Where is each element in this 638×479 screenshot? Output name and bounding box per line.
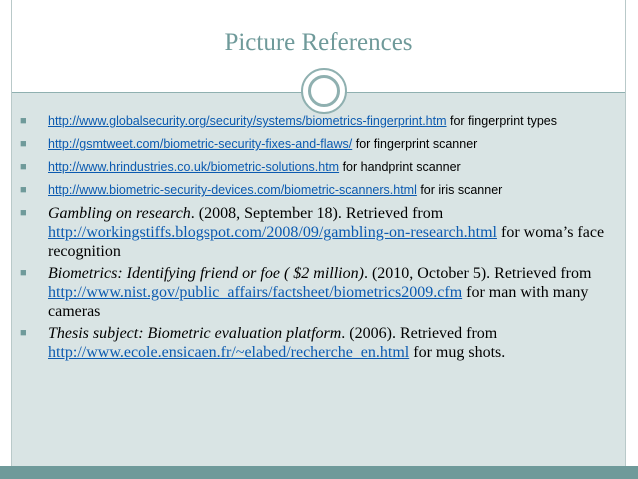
reference-item (18, 264, 618, 321)
reference-note: for mug shots. (409, 344, 506, 361)
reference-note: for iris scanner (416, 183, 503, 197)
divider-circle-icon (301, 68, 347, 114)
bullet-icon: ■ (20, 115, 27, 127)
bullet-icon: ■ (20, 207, 27, 219)
bullet-icon: ■ (20, 161, 27, 173)
divider-inner-ring (308, 75, 340, 107)
source-title: Biometrics: Identifying friend or foe ( $2 million) (48, 265, 364, 282)
reference-note: for fingerprint types (446, 114, 557, 128)
content-panel (12, 93, 625, 466)
citation-text: . (2008, September 18). Retrieved from (190, 205, 444, 222)
bullet-icon: ■ (20, 327, 27, 339)
reference-link[interactable]: http://workingstiffs.blogspot.com/2008/09/gambling-on-research.html (48, 224, 497, 241)
reference-item (18, 135, 618, 153)
bullet-icon: ■ (20, 184, 27, 196)
reference-item (18, 112, 618, 130)
reference-item (18, 324, 618, 362)
citation-text: . (2010, October 5). Retrieved from (363, 265, 592, 282)
slide-title: Picture References (224, 29, 413, 56)
reference-note: for woma’s face recognition (48, 224, 605, 260)
bullet-icon: ■ (20, 267, 27, 279)
reference-list (18, 112, 618, 365)
reference-note: for man with many cameras (48, 284, 589, 320)
reference-item (18, 204, 618, 261)
bullet-icon: ■ (20, 138, 27, 150)
reference-item (18, 158, 618, 176)
reference-link[interactable]: http://www.nist.gov/public_affairs/factsheet/biometrics2009.cfm (48, 284, 463, 301)
reference-link[interactable]: http://www.biometric-security-devices.com/biometric-scanners.html (48, 183, 417, 197)
citation-text: . (2006). Retrieved from (341, 325, 498, 342)
reference-item (18, 181, 618, 199)
reference-note: for handprint scanner (339, 160, 461, 174)
reference-link[interactable]: http://gsmtweet.com/biometric-security-fixes-and-flaws/ (48, 137, 353, 151)
reference-link[interactable]: http://www.hrindustries.co.uk/biometric-solutions.htm (48, 160, 340, 174)
footer-bar (0, 466, 638, 479)
reference-link[interactable]: http://www.ecole.ensicaen.fr/~elabed/recherche_en.html (48, 344, 410, 361)
source-title: Thesis subject: Biometric evaluation platform (48, 325, 342, 342)
reference-link[interactable]: http://www.globalsecurity.org/security/systems/biometrics-fingerprint.htm (48, 114, 447, 128)
source-title: Gambling on research (48, 205, 191, 222)
reference-note: for fingerprint scanner (352, 137, 478, 151)
